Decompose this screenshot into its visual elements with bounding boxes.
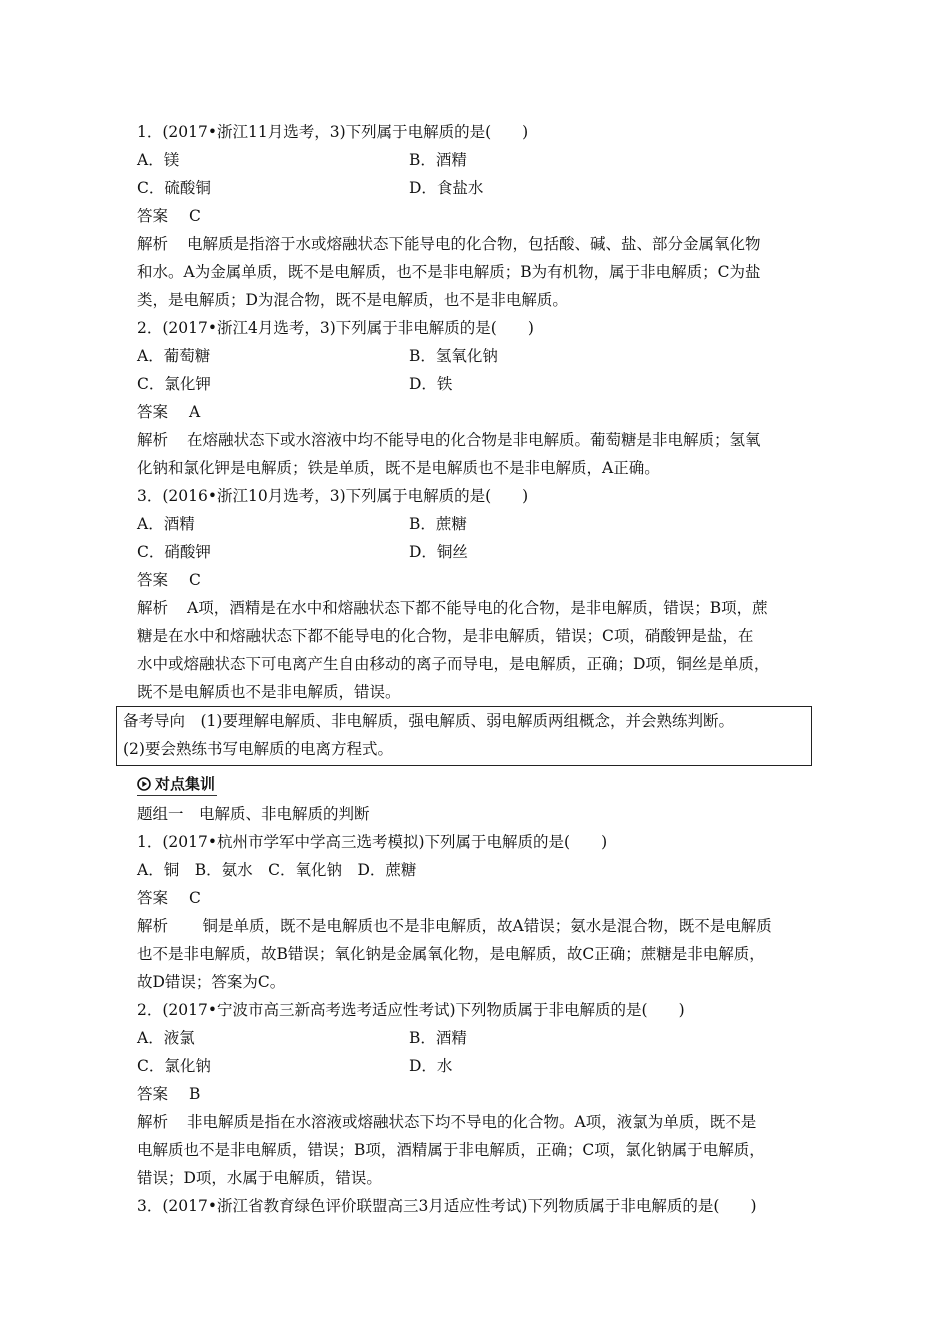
exam-guide-box [116, 706, 812, 766]
options-row [137, 370, 827, 398]
explanation-text: 化钠和氯化钾是电解质；铁是单质，既不是电解质也不是非电解质，A正确。 [137, 459, 660, 477]
exam-guide-line: 备考导向 (1)要理解电解质、非电解质，强电解质、弱电解质两组概念，并会熟练判断。 [123, 712, 734, 730]
explanation-line [137, 1108, 827, 1136]
content-block-1 [137, 118, 827, 706]
options-row [137, 1024, 827, 1052]
answer-value: C [189, 207, 201, 225]
option-a: A．镁 [137, 151, 180, 169]
explanation-label: 解析 [137, 431, 169, 449]
option-a: A．葡萄糖 [137, 347, 211, 365]
option-b: B．氢氧化钠 [409, 347, 498, 365]
explanation-label: 解析 [137, 917, 169, 935]
explanation-text: 在熔融状态下或水溶液中均不能导电的化合物是非电解质。葡萄糖是非电解质；氢氧 [187, 431, 761, 449]
answer-value: C [189, 571, 201, 589]
answer-line [137, 398, 827, 426]
explanation-line [137, 912, 827, 940]
question-stem: 1．(2017•浙江11月选考，3)下列属于电解质的是( ) [137, 123, 529, 141]
options-row: A．铜 B．氨水 C．氧化钠 D．蔗糖 [137, 861, 417, 879]
explanation-text: 类，是电解质；D为混合物，既不是电解质，也不是非电解质。 [137, 291, 568, 309]
group-title: 题组一 电解质、非电解质的判断 [137, 805, 370, 823]
question-stem: 1．(2017•杭州市学军中学高三选考模拟)下列属于电解质的是( ) [137, 833, 608, 851]
section-underline [137, 795, 217, 796]
explanation-text: 铜是单质，既不是电解质也不是非电解质，故A错误；氨水是混合物，既不是电解质 [187, 917, 772, 935]
options-row [137, 146, 827, 174]
option-a: A．液氯 [137, 1029, 195, 1047]
explanation-text: 错误；D项，水属于电解质，错误。 [137, 1169, 382, 1187]
explanation-text: 也不是非电解质，故B错误；氧化钠是金属氧化物，是电解质，故C正确；蔗糖是非电解质， [137, 945, 765, 963]
answer-label: 答案 [137, 1085, 169, 1103]
answer-value: A [189, 403, 201, 421]
option-c: C．氯化钠 [137, 1057, 211, 1075]
options-row [137, 538, 827, 566]
answer-line [137, 1080, 827, 1108]
question-stem: 2．(2017•宁波市高三新高考选考适应性考试)下列物质属于非电解质的是( ) [137, 1001, 685, 1019]
explanation-line [137, 594, 827, 622]
explanation-text: 糖是在水中和熔融状态下都不能导电的化合物，是非电解质，错误；C项，硝酸钾是盐，在 [137, 627, 754, 645]
option-c: C．硫酸铜 [137, 179, 211, 197]
answer-label: 答案 [137, 571, 169, 589]
option-c: C．氯化钾 [137, 375, 211, 393]
option-d: D．食盐水 [409, 179, 484, 197]
options-row [137, 1052, 827, 1080]
options-row [137, 174, 827, 202]
section-header [137, 771, 215, 797]
explanation-label: 解析 [137, 599, 169, 617]
answer-value: B [189, 1085, 201, 1103]
explanation-text: 水中或熔融状态下可电离产生自由移动的离子而导电，是电解质，正确；D项，铜丝是单质， [137, 655, 770, 673]
explanation-text: A项，酒精是在水中和熔融状态下都不能导电的化合物，是非电解质，错误；B项，蔗 [187, 599, 768, 617]
explanation-line [137, 426, 827, 454]
exam-guide-line: (2)要会熟练书写电解质的电离方程式。 [123, 740, 393, 758]
answer-label: 答案 [137, 207, 169, 225]
option-b: B．酒精 [409, 151, 467, 169]
explanation-text: 故D错误；答案为C。 [137, 973, 286, 991]
option-d: D．水 [409, 1057, 453, 1075]
explanation-text: 和水。A为金属单质，既不是电解质，也不是非电解质；B为有机物，属于非电解质；C为盐 [137, 263, 761, 281]
option-a: A．酒精 [137, 515, 195, 533]
question-stem: 2．(2017•浙江4月选考，3)下列属于非电解质的是( ) [137, 319, 534, 337]
answer-line [137, 884, 827, 912]
answer-value: C [189, 889, 201, 907]
explanation-text: 电解质也不是非电解质，错误；B项，酒精属于非电解质，正确；C项，氯化钠属于电解质， [137, 1141, 765, 1159]
option-b: B．酒精 [409, 1029, 467, 1047]
content-block-2 [137, 800, 827, 1220]
explanation-text: 既不是电解质也不是非电解质，错误。 [137, 683, 401, 701]
explanation-text: 非电解质是指在水溶液或熔融状态下均不导电的化合物。A项，液氯为单质，既不是 [187, 1113, 757, 1131]
explanation-label: 解析 [137, 1113, 169, 1131]
options-row [137, 342, 827, 370]
explanation-text: 电解质是指溶于水或熔融状态下能导电的化合物，包括酸、碱、盐、部分金属氧化物 [187, 235, 761, 253]
play-circle-icon [137, 777, 151, 791]
answer-line [137, 202, 827, 230]
section-title: 对点集训 [155, 775, 216, 793]
options-row [137, 510, 827, 538]
option-b: B．蔗糖 [409, 515, 467, 533]
answer-line [137, 566, 827, 594]
question-stem: 3．(2016•浙江10月选考，3)下列属于电解质的是( ) [137, 487, 529, 505]
explanation-line [137, 230, 827, 258]
option-c: C．硝酸钾 [137, 543, 211, 561]
explanation-label: 解析 [137, 235, 169, 253]
answer-label: 答案 [137, 889, 169, 907]
answer-label: 答案 [137, 403, 169, 421]
question-stem: 3．(2017•浙江省教育绿色评价联盟高三3月适应性考试)下列物质属于非电解质的是( ) [137, 1197, 757, 1215]
option-d: D．铜丝 [409, 543, 468, 561]
option-d: D．铁 [409, 375, 453, 393]
